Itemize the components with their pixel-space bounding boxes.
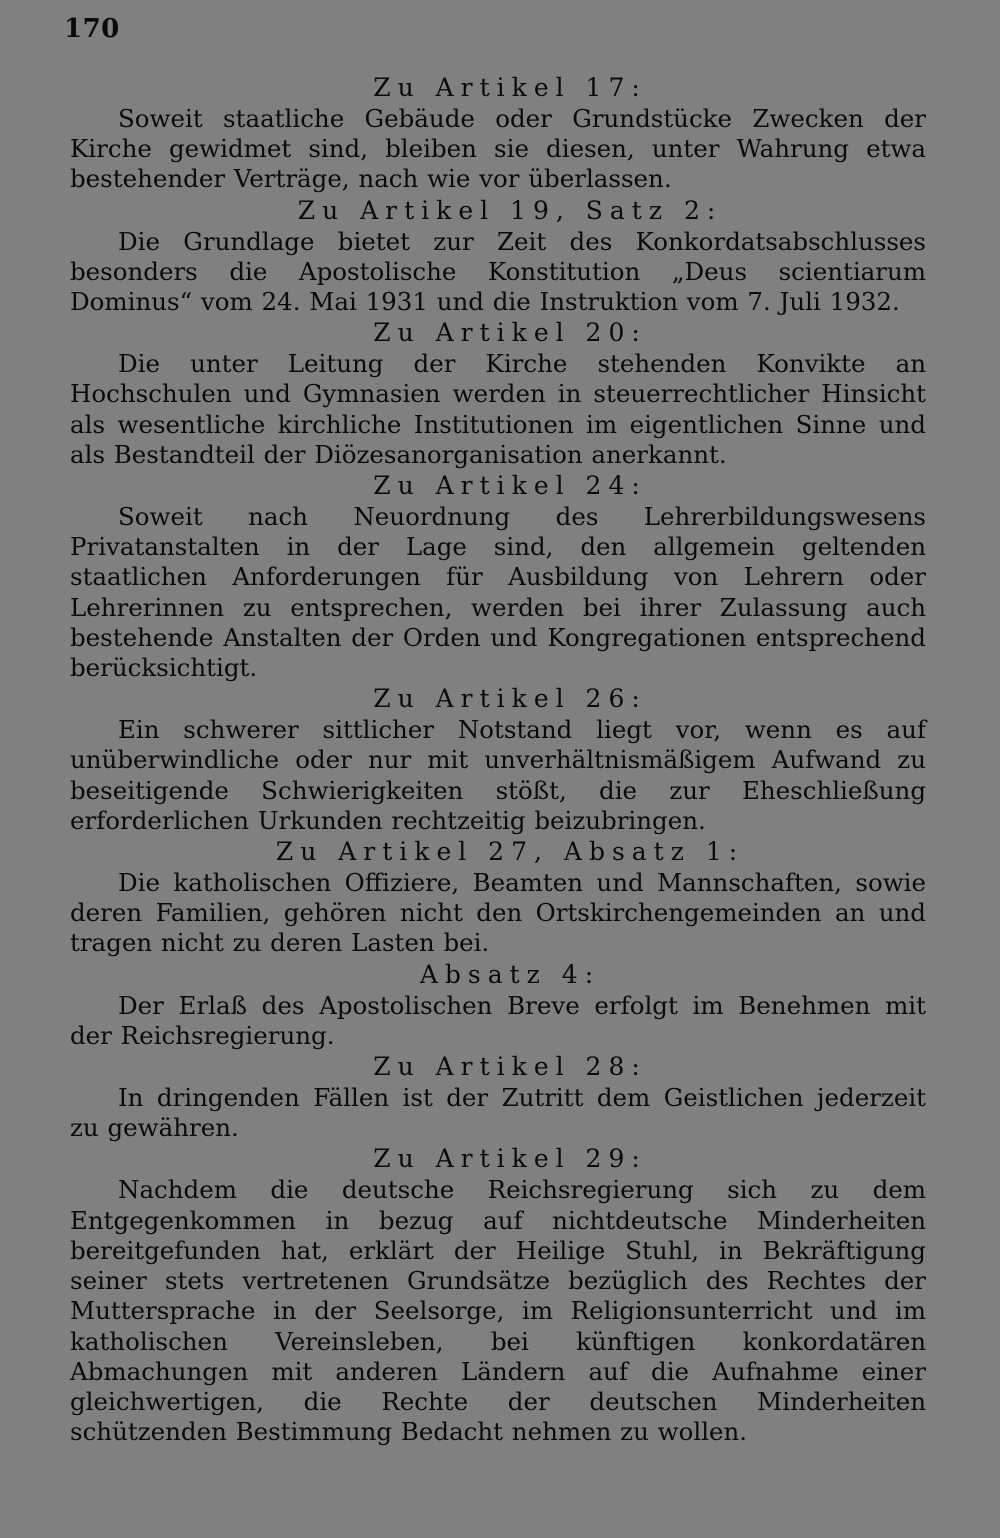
section-text: Die Grundlage bietet zur Zeit des Konkordatsabschlusses besonders die Apostolische Konstitution „Deus scientiarum Dominus“ vom 24. Mai 1931 und die Instruktion vom 7. Juli 1932. <box>70 226 926 317</box>
section-article-28 <box>70 1051 926 1143</box>
section-article-26 <box>70 683 926 836</box>
section-text: Nachdem die deutsche Reichsregierung sich zu dem Entgegenkommen in bezug auf nichtdeutsche Minderheiten bereitgefunden hat, erklärt der Heilige Stuhl, in Bekräftigung seiner stets vertretenen Grundsätze bezüglich des Rechtes der Muttersprache in der Seelsorge, im Religionsunterricht und im katholischen Vereinsleben, bei künftigen konkordatären Abmachungen mit anderen Ländern auf die Aufnahme einer gleichwertigen, die Rechte der deutschen Minderheiten schützenden Bestimmung Bedacht nehmen zu wollen. <box>70 1175 926 1447</box>
page-number: 170 <box>64 14 120 44</box>
section-article-17 <box>70 72 926 195</box>
section-article-29 <box>70 1143 926 1447</box>
section-article-19 <box>70 195 926 318</box>
section-text: Ein schwerer sittlicher Notstand liegt vor, wenn es auf unüberwindliche oder nur mit unverhältnismäßigem Aufwand zu beseitigende Schwierigkeiten stößt, die zur Eheschließung erforderlichen Urkunden rechtzeitig beizubringen. <box>70 715 926 835</box>
section-text: Soweit staatliche Gebäude oder Grundstücke Zwecken der Kirche gewidmet sind, bleiben sie diesen, unter Wahrung etwa bestehender Verträge, nach wie vor überlassen. <box>70 104 926 194</box>
section-heading: Zu Artikel 26: <box>373 684 647 714</box>
document-body <box>70 72 926 1447</box>
section-article-24 <box>70 470 926 683</box>
section-article-27-paragraph-1 <box>70 836 926 959</box>
section-heading: Zu Artikel 24: <box>373 471 647 501</box>
section-text: Die unter Leitung der Kirche stehenden Konvikte an Hochschulen und Gymnasien werden in steuerrechtlicher Hinsicht als wesentliche kirchliche Institutionen im eigentlichen Sinne und als Bestandteil der Diözesanorganisation anerkannt. <box>70 349 926 469</box>
section-heading: Absatz 4: <box>419 959 601 989</box>
section-text: Soweit nach Neuordnung des Lehrerbildungswesens Privatanstalten in der Lage sind, den allgemein geltenden staatlichen Anforderungen für Ausbildung von Lehrern oder Lehrerinnen zu entsprechen, werden bei ihrer Zulassung auch bestehende Anstalten der Orden und Kongregationen entsprechend berücksichtigt. <box>70 502 926 683</box>
section-article-27-paragraph-4 <box>70 959 926 1051</box>
section-heading: Zu Artikel 19, Satz 2: <box>297 195 723 225</box>
section-text: Die katholischen Offiziere, Beamten und Mannschaften, sowie deren Familien, gehören nicht den Ortskirchengemeinden an und tragen nicht zu deren Lasten bei. <box>70 868 926 958</box>
section-heading: Zu Artikel 20: <box>373 318 647 348</box>
section-heading: Zu Artikel 27, Absatz 1: <box>275 837 745 867</box>
section-heading: Zu Artikel 17: <box>373 73 647 102</box>
section-heading: Zu Artikel 29: <box>373 1144 647 1174</box>
section-text: In dringenden Fällen ist der Zutritt dem Geistlichen jederzeit zu gewähren. <box>70 1083 926 1143</box>
section-heading: Zu Artikel 28: <box>373 1052 647 1082</box>
section-text: Der Erlaß des Apostolischen Breve erfolgt im Benehmen mit der Reichsregierung. <box>70 990 926 1050</box>
section-article-20 <box>70 317 926 470</box>
